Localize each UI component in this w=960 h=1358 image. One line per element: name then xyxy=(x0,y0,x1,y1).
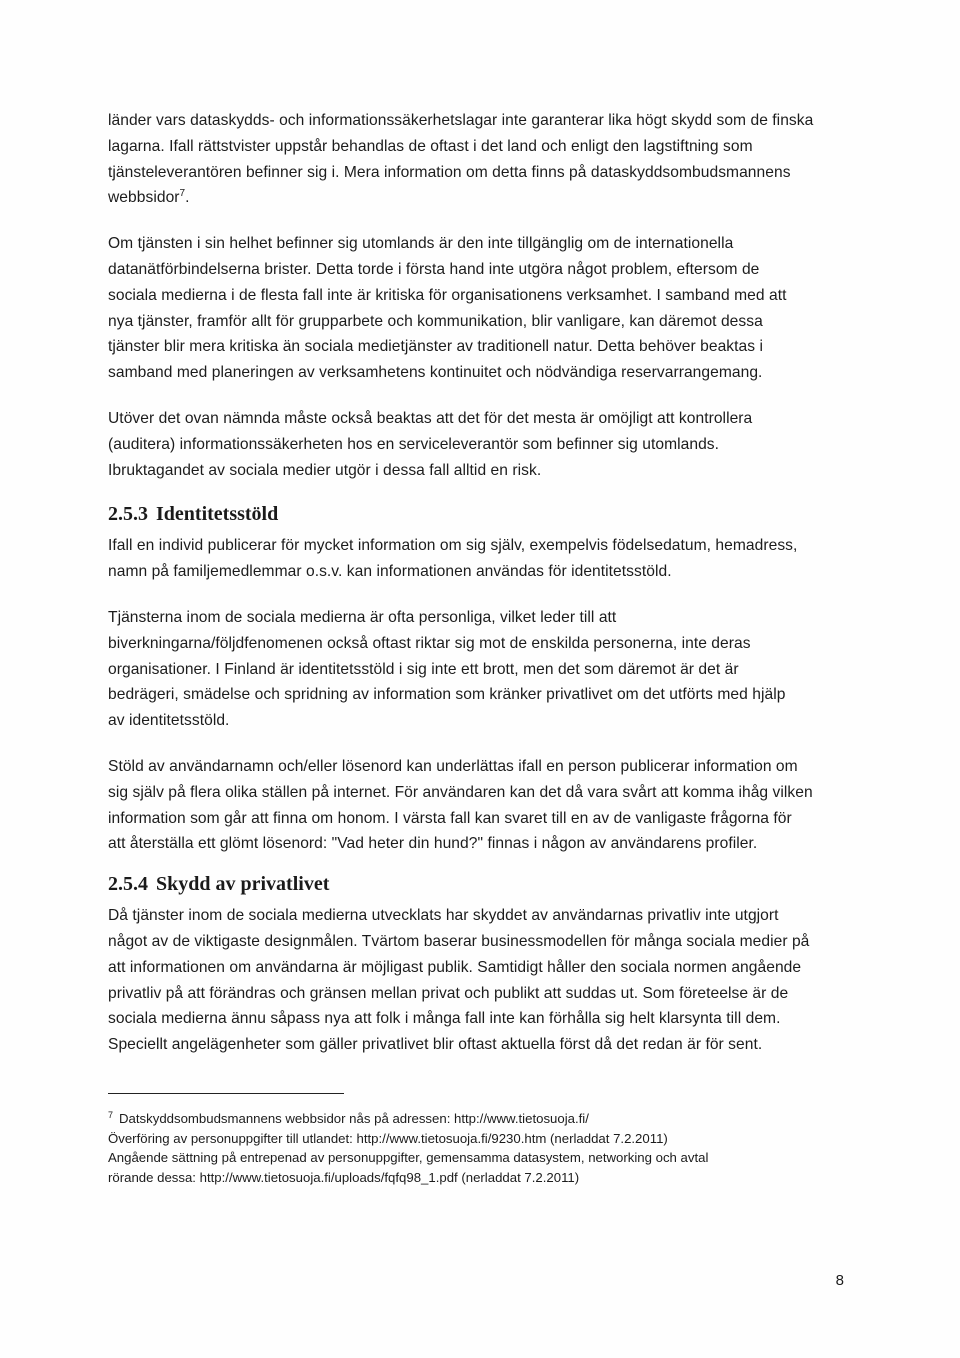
footnote-mark: 7 xyxy=(108,1109,114,1120)
text-line: namn på familjemedlemmar o.s.v. kan informationen användas för identitetsstöld. xyxy=(108,563,672,581)
text-line: tjänsteleverantören befinner sig i. Mera information om detta finns på dataskyddsombudsmannens xyxy=(108,163,791,181)
text-line: att informationen om användarna är möjligast publik. Samtidigt håller den sociala normen angående xyxy=(108,958,802,976)
section-title: Identitetsstöld xyxy=(156,503,279,526)
paragraph-5 xyxy=(108,605,848,734)
paragraph-7 xyxy=(108,903,848,1058)
text-line: privatliv på att förändras och gränsen mellan privat och publikt att suddas ut. Som företeelse är de xyxy=(108,984,789,1002)
text-line: länder vars dataskydds- och informationssäkerhetslagar inte garanterar lika högt skydd som de finska xyxy=(108,112,814,129)
footnote-separator xyxy=(108,1093,344,1094)
section-heading-identitetsstold xyxy=(108,501,848,527)
text-line: datanätförbindelserna brister. Detta torde i första hand inte utgöra något problem, eftersom de xyxy=(108,260,760,278)
text-line: sociala medierna ännu såpass nya att folk i många fall inte kan förhålla sig helt klarsynta till dem. xyxy=(108,1010,781,1028)
footnote-line: Överföring av personuppgifter till utlandet: http://www.tietosuoja.fi/9230.htm (nerladdat 7.2.2011) xyxy=(108,1130,668,1146)
text-line: Ifall en individ publicerar för mycket information om sig själv, exempelvis födelsedatum, hemadress, xyxy=(108,537,798,555)
text-line: Då tjänster inom de sociala medierna utvecklats har skyddet av användarnas privatliv inte utgjort xyxy=(108,907,779,925)
text-line: Ibruktagandet av sociala medier utgör i dessa fall alltid en risk. xyxy=(108,461,542,479)
paragraph-1 xyxy=(108,108,848,211)
paragraph-6 xyxy=(108,754,848,857)
text-line: Speciellt angelägenheter som gäller privatlivet blir oftast aktuella först då det redan är för sent. xyxy=(108,1036,763,1054)
paragraph-3 xyxy=(108,406,848,483)
document-body xyxy=(108,108,848,1078)
footnote-text: Datskyddsombudsmannens webbsidor nås på adressen: http://www.tietosuoja.fi/ xyxy=(119,1111,589,1126)
text-line: biverkningarna/följdfenomenen också oftast riktar sig mot de enskilda personerna, inte deras xyxy=(108,634,751,652)
text-line: lagarna. Ifall rättstvister uppstår behandlas de oftast i det land och enligt den lagstiftning som xyxy=(108,137,753,155)
text-line: Stöld av användarnamn och/eller lösenord kan underlättas ifall en person publicerar information om xyxy=(108,757,798,775)
footnote-reference[interactable]: 7 xyxy=(179,188,186,200)
footnote-line: Angående sättning på entrepenad av personuppgifter, gemensamma datasystem, networking och avtal xyxy=(108,1150,709,1165)
section-heading-skydd-av-privatlivet xyxy=(108,871,848,897)
text-line: nya tjänster, framför allt för grupparbete och kommunikation, blir vanligare, kan däremot dessa xyxy=(108,312,763,330)
footnote-line: rörande dessa: http://www.tietosuoja.fi/uploads/fqfq98_1.pdf (nerladdat 7.2.2011) xyxy=(108,1169,580,1185)
text-fragment: . xyxy=(185,189,190,207)
text-line: information som går att finna om honom. I värsta fall kan svaret till en av de vanligaste frågorna för xyxy=(108,809,792,827)
paragraph-4 xyxy=(108,533,848,585)
text-line-with-footnote xyxy=(108,185,848,211)
text-line: av identitetsstöld. xyxy=(108,712,230,730)
text-line: att återställa ett glömt lösenord: "Vad heter din hund?" finnas i någon av användarens profiler. xyxy=(108,835,758,853)
text-line: sig själv på flera olika ställen på internet. För användaren kan det då vara svårt att komma ihåg vilken xyxy=(108,783,813,801)
text-line: bedrägeri, smädelse och spridning av information som kränker privatlivet om det utförts med hjälp xyxy=(108,686,786,704)
text-line: något av de viktigaste designmålen. Tvärtom baserar businessmodellen för många sociala medier på xyxy=(108,932,810,950)
footnote-line xyxy=(108,1109,868,1129)
text-line: (auditera) informationssäkerheten hos en serviceleverantör som befinner sig utomlands. xyxy=(108,435,720,453)
text-line: Om tjänsten i sin helhet befinner sig utomlands är den inte tillgänglig om de internationella xyxy=(108,235,734,253)
section-number: 2.5.4 xyxy=(108,873,148,896)
text-line: samband med planeringen av verksamhetens kontinuitet och nödvändiga reservarrangemang. xyxy=(108,364,763,382)
text-line: Utöver det ovan nämnda måste också beaktas att det för det mesta är omöjligt att kontrollera xyxy=(108,409,753,427)
section-number: 2.5.3 xyxy=(108,503,148,526)
text-line: tjänster blir mera kritiska än sociala medietjänster av traditionell natur. Detta behöver beaktas i xyxy=(108,338,764,356)
text-fragment: webbsidor xyxy=(108,189,180,207)
page-number: 8 xyxy=(835,1272,844,1289)
text-line: organisationer. I Finland är identitetsstöld i sig inte ett brott, men det som däremot är det är xyxy=(108,660,739,678)
text-line: Tjänsterna inom de sociala medierna är ofta personliga, vilket leder till att xyxy=(108,608,617,626)
footnote xyxy=(108,1109,868,1187)
section-title: Skydd av privatlivet xyxy=(156,873,330,896)
paragraph-2 xyxy=(108,231,848,386)
text-line: sociala medierna i de flesta fall inte är kritiska för organisationens verksamhet. I samband med att xyxy=(108,286,787,304)
